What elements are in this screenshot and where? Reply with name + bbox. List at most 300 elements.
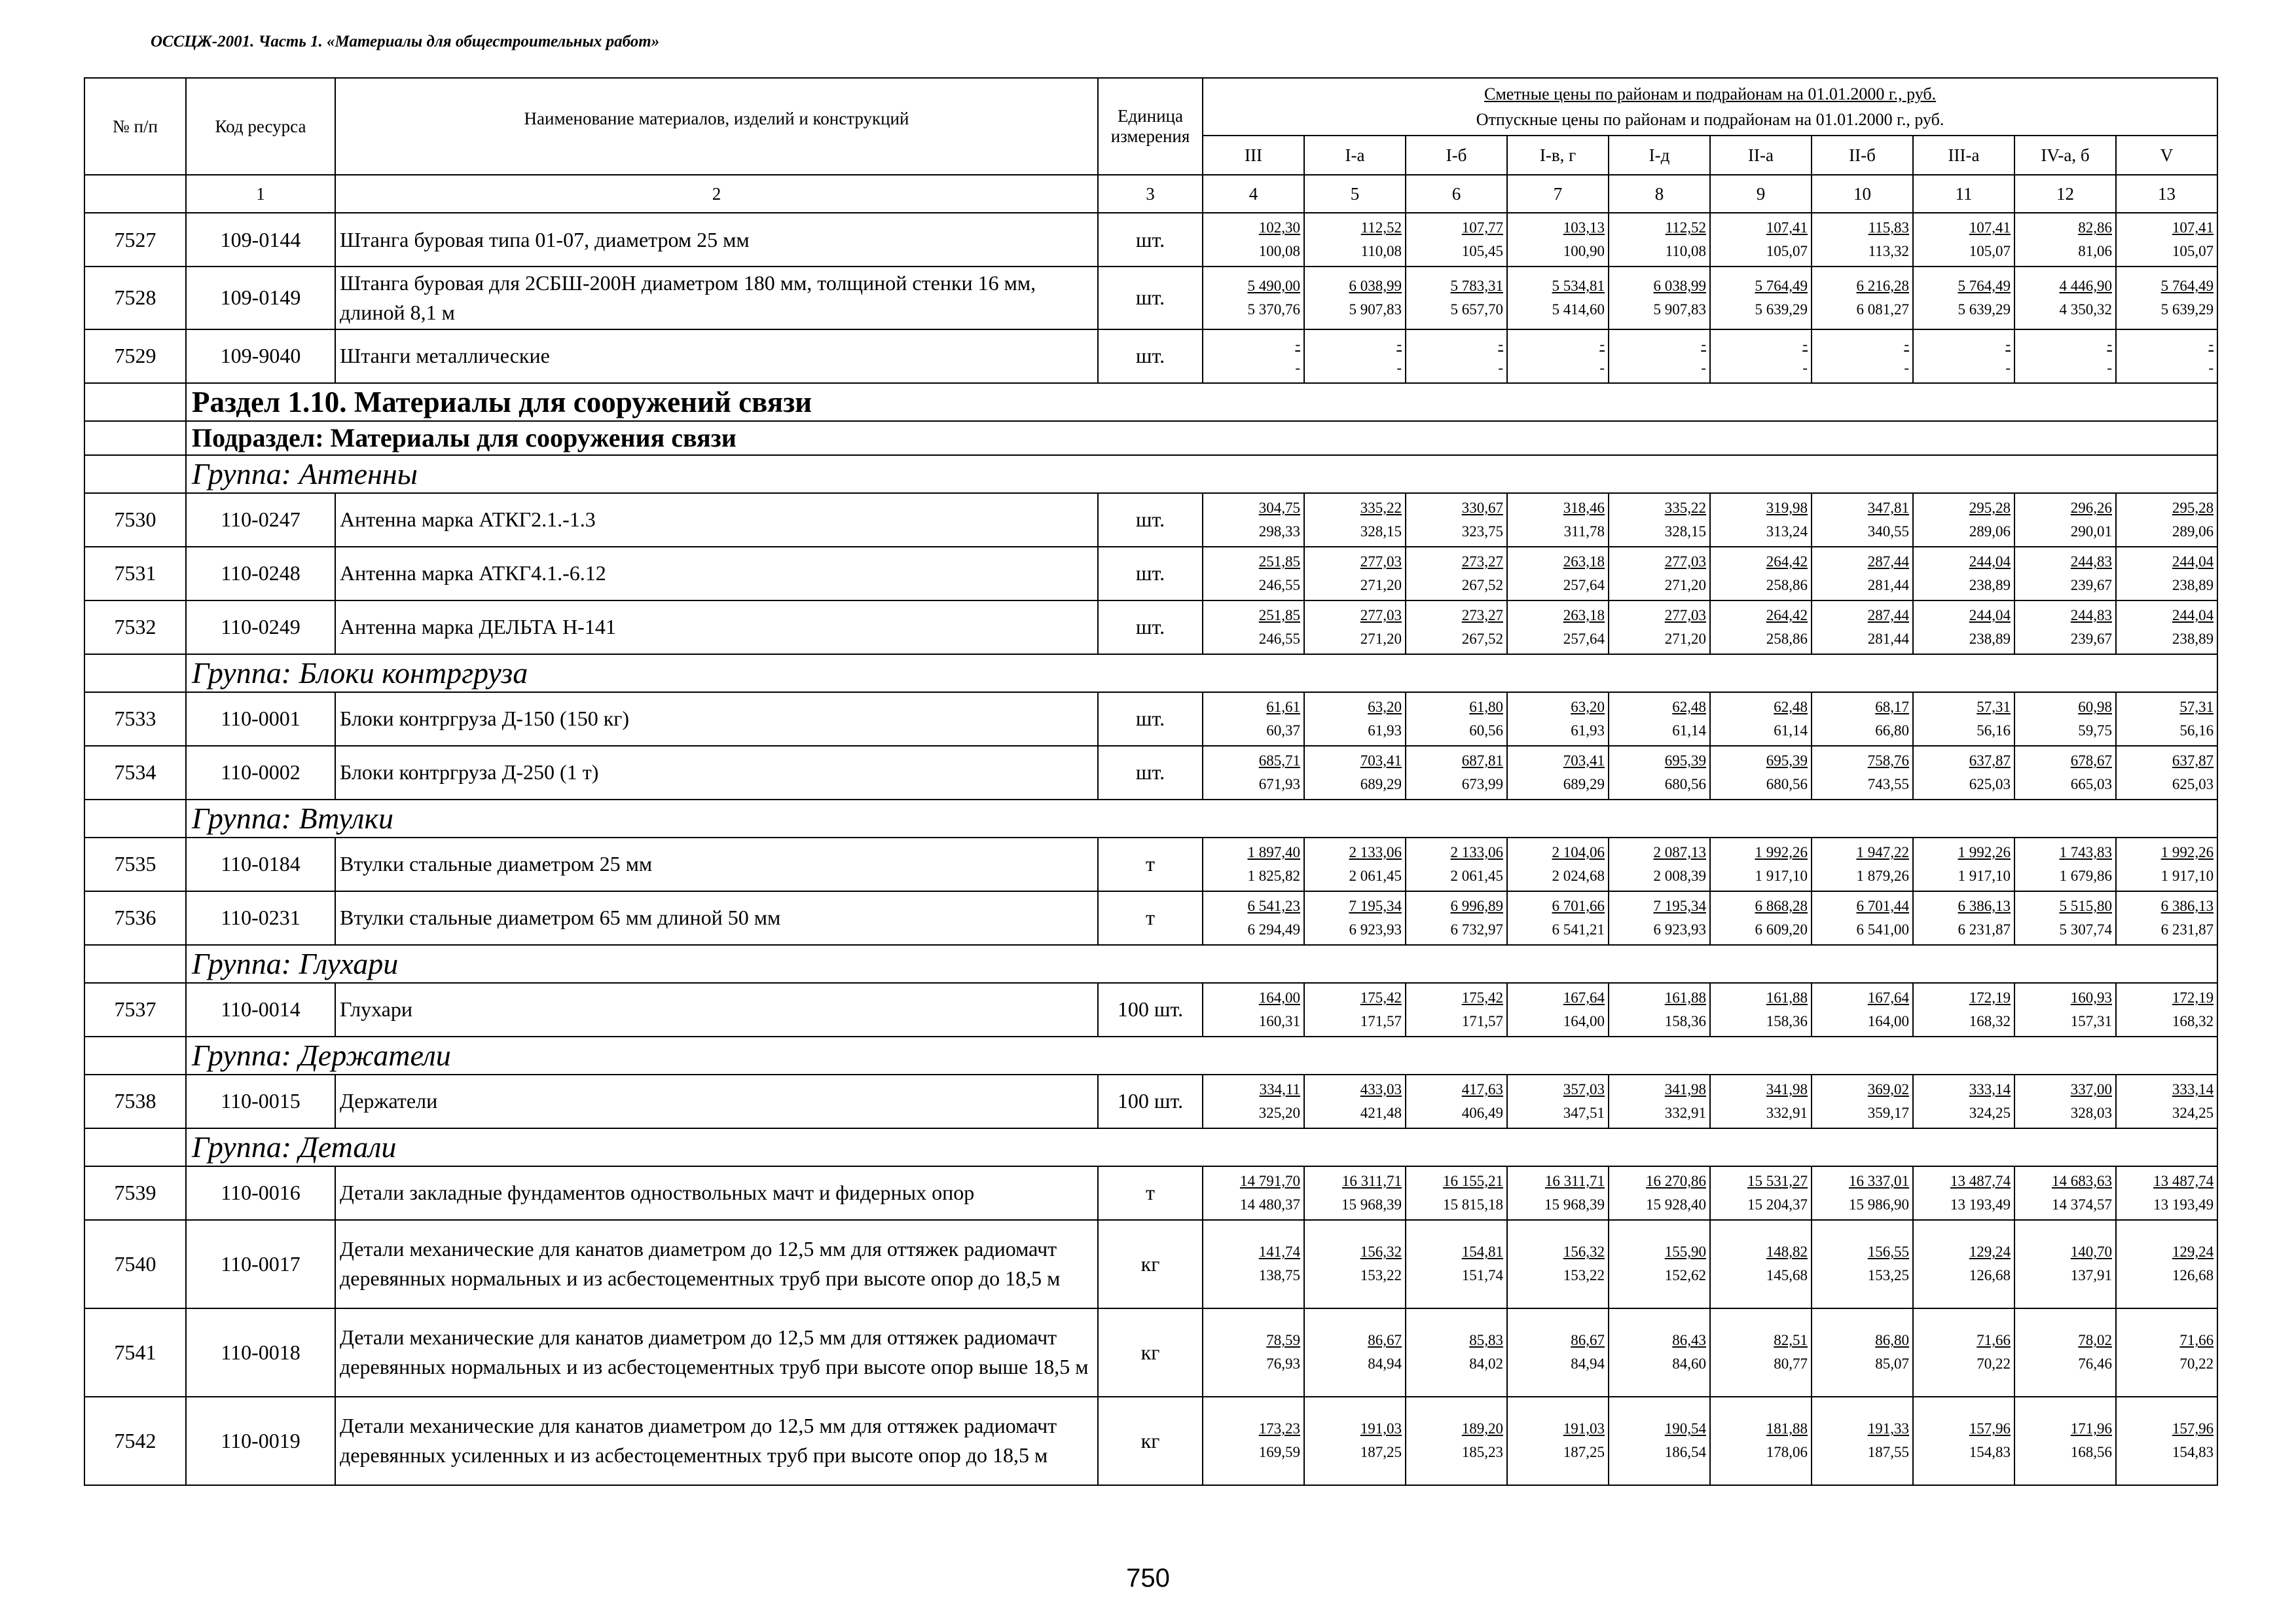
header-unit: Единица измерения [1098, 78, 1203, 175]
release-price: 66,80 [1875, 722, 1909, 739]
release-price: 1 917,10 [2160, 867, 2214, 884]
price-cell [2116, 983, 2217, 1037]
price-cell [1913, 600, 2014, 654]
section-row [84, 383, 2217, 421]
estimated-price: 264,42 [1766, 553, 1808, 570]
estimated-price: 161,88 [1664, 989, 1706, 1006]
price-cell [1710, 746, 1812, 800]
price-cell [2116, 493, 2217, 547]
estimated-price: 107,41 [2172, 219, 2214, 236]
estimated-price: 6 038,99 [1349, 278, 1402, 295]
release-price: 100,90 [1563, 243, 1605, 259]
column-number: 1 [186, 175, 335, 213]
table-row [84, 1220, 2217, 1308]
estimated-price: 86,43 [1672, 1332, 1706, 1349]
release-price: 168,32 [2172, 1012, 2214, 1029]
estimated-price: 277,03 [1664, 606, 1706, 623]
estimated-price: - [1701, 335, 1706, 352]
price-cell [1203, 1397, 1304, 1485]
estimated-price: 175,42 [1360, 989, 1402, 1006]
estimated-price: 155,90 [1664, 1244, 1706, 1261]
column-number: 5 [1304, 175, 1406, 213]
column-number: 2 [335, 175, 1098, 213]
estimated-price: 334,11 [1259, 1080, 1300, 1098]
document-header: ОССЦЖ-2001. Часть 1. «Материалы для общестроительных работ» [151, 33, 660, 50]
row-index: 7536 [84, 891, 186, 945]
release-price: 76,93 [1266, 1356, 1300, 1373]
release-price: 332,91 [1664, 1104, 1706, 1121]
header-prices [1203, 78, 2217, 136]
unit-of-measure: шт. [1098, 692, 1203, 746]
price-cell [2116, 329, 2217, 383]
release-price: 324,25 [2172, 1104, 2214, 1121]
blank-cell [84, 421, 186, 455]
price-cell [1710, 329, 1812, 383]
price-cell [1203, 838, 1304, 891]
release-price: 271,20 [1360, 576, 1402, 593]
price-cell [1203, 1166, 1304, 1220]
release-price: 328,15 [1360, 523, 1402, 540]
estimated-price: 2 133,06 [1450, 843, 1503, 860]
release-price: 5 414,60 [1552, 301, 1605, 318]
price-cell [1406, 891, 1507, 945]
table-row [84, 329, 2217, 383]
group-title: Группа: Втулки [186, 800, 2217, 838]
price-cell [2014, 329, 2116, 383]
estimated-price: 287,44 [1867, 606, 1909, 623]
estimated-price: 244,04 [2172, 553, 2214, 570]
price-cell [1304, 692, 1406, 746]
release-price: 1 679,86 [2059, 867, 2112, 884]
material-name: Блоки контргруза Д-250 (1 т) [335, 746, 1098, 800]
price-cell [1507, 1166, 1609, 1220]
release-price: - [1396, 359, 1402, 376]
row-index: 7529 [84, 329, 186, 383]
row-index: 7540 [84, 1220, 186, 1308]
release-price: 84,94 [1368, 1356, 1402, 1373]
material-name: Штанга буровая для 2СБШ-200Н диаметром 180 мм, толщиной стенки 16 мм, длиной 8,1 м [335, 267, 1098, 329]
release-price: 110,08 [1360, 243, 1402, 259]
estimated-price: 6 701,44 [1856, 897, 1909, 914]
price-cell [1710, 1075, 1812, 1128]
release-price: 153,22 [1563, 1267, 1605, 1284]
column-number: 4 [1203, 175, 1304, 213]
estimated-price: 191,03 [1563, 1420, 1605, 1437]
estimated-price: 78,02 [2078, 1332, 2112, 1349]
price-cell [1203, 1308, 1304, 1397]
group-row [84, 1037, 2217, 1075]
estimated-price: 78,59 [1266, 1332, 1300, 1349]
unit-of-measure: шт. [1098, 600, 1203, 654]
price-cell [1812, 1166, 1913, 1220]
table-row [84, 600, 2217, 654]
blank-cell [84, 383, 186, 421]
estimated-price: 1 992,26 [2160, 843, 2214, 860]
estimated-price: 5 764,49 [1958, 278, 2011, 295]
price-cell [1304, 983, 1406, 1037]
table-row [84, 547, 2217, 600]
price-cell [1406, 838, 1507, 891]
estimated-price: 333,14 [1969, 1080, 2011, 1098]
table-body [84, 213, 2217, 1485]
release-price: 238,89 [2172, 576, 2214, 593]
estimated-price: 6 216,28 [1856, 278, 1909, 295]
table-row [84, 983, 2217, 1037]
release-price: 313,24 [1766, 523, 1808, 540]
estimated-price: 16 337,01 [1849, 1172, 1909, 1189]
release-price: 328,03 [2070, 1104, 2112, 1121]
price-cell [1609, 600, 1710, 654]
release-price: 239,67 [2070, 630, 2112, 647]
release-price: 113,32 [1868, 243, 1909, 259]
estimated-price: 337,00 [2070, 1080, 2112, 1098]
price-cell [1406, 1397, 1507, 1485]
estimated-price: 107,77 [1461, 219, 1503, 236]
price-cell [1609, 692, 1710, 746]
price-table [84, 77, 2218, 1486]
estimated-price: 156,55 [1867, 1244, 1909, 1261]
release-price: 5 639,29 [1755, 301, 1808, 318]
estimated-price: 102,30 [1258, 219, 1300, 236]
price-cell [1406, 547, 1507, 600]
region-header: III-а [1913, 136, 2014, 175]
release-price: 178,06 [1766, 1444, 1808, 1461]
price-cell [1406, 746, 1507, 800]
release-price: 15 928,40 [1646, 1196, 1706, 1213]
estimated-price: 16 155,21 [1443, 1172, 1503, 1189]
column-number: 11 [1913, 175, 2014, 213]
price-cell [2014, 547, 2116, 600]
table-row [84, 213, 2217, 267]
release-price: 6 609,20 [1755, 921, 1808, 938]
release-price: 169,59 [1258, 1444, 1300, 1461]
estimated-price: 16 270,86 [1646, 1172, 1706, 1189]
row-index: 7542 [84, 1397, 186, 1485]
region-header: V [2116, 136, 2217, 175]
release-price: 281,44 [1867, 630, 1909, 647]
price-cell [2014, 1397, 2116, 1485]
release-price: 80,77 [1774, 1356, 1808, 1373]
release-price: 6 541,00 [1856, 921, 1909, 938]
subsection-title: Подраздел: Материалы для сооружения связи [186, 421, 2217, 455]
release-price: 185,23 [1461, 1444, 1503, 1461]
release-price: 81,06 [2078, 243, 2112, 259]
price-cell [1304, 493, 1406, 547]
estimated-price: 86,67 [1368, 1332, 1402, 1349]
row-index: 7532 [84, 600, 186, 654]
release-price: - [2107, 359, 2112, 376]
estimated-price: 6 386,13 [1958, 897, 2011, 914]
estimated-price: 13 487,74 [2153, 1172, 2214, 1189]
release-price: 4 350,32 [2059, 301, 2112, 318]
price-cell [1913, 267, 2014, 329]
price-cell [1609, 1075, 1710, 1128]
price-cell [2014, 213, 2116, 267]
price-cell [1609, 267, 1710, 329]
price-cell [2116, 1220, 2217, 1308]
estimated-price: 295,28 [1969, 499, 2011, 516]
estimated-price: 191,03 [1360, 1420, 1402, 1437]
estimated-price: 5 764,49 [2160, 278, 2214, 295]
estimated-price: 251,85 [1258, 606, 1300, 623]
price-cell [1304, 600, 1406, 654]
release-price: 110,08 [1665, 243, 1706, 259]
price-cell [1609, 891, 1710, 945]
estimated-price: 181,88 [1766, 1420, 1808, 1437]
column-number: 6 [1406, 175, 1507, 213]
price-cell [2116, 891, 2217, 945]
row-index: 7535 [84, 838, 186, 891]
estimated-price: 6 996,89 [1450, 897, 1503, 914]
release-price: 187,25 [1360, 1444, 1402, 1461]
price-cell [1203, 547, 1304, 600]
release-price: 311,78 [1563, 523, 1605, 540]
unit-of-measure: т [1098, 1166, 1203, 1220]
row-index: 7530 [84, 493, 186, 547]
estimated-price: - [1599, 335, 1605, 352]
price-cell [2116, 1166, 2217, 1220]
table-row [84, 267, 2217, 329]
group-row [84, 1128, 2217, 1166]
release-price: 1 879,26 [1856, 867, 1909, 884]
price-cell [1203, 746, 1304, 800]
release-price: 154,83 [1969, 1444, 2011, 1461]
price-cell [1609, 746, 1710, 800]
header-prices-release: Отпускные цены по районам и подрайонам на 01.01.2000 г., руб. [1476, 110, 1944, 129]
release-price: 290,01 [2070, 523, 2112, 540]
table-row [84, 1075, 2217, 1128]
table-row [84, 692, 2217, 746]
price-cell [1406, 493, 1507, 547]
release-price: - [1599, 359, 1605, 376]
estimated-price: 172,19 [1969, 989, 2011, 1006]
row-index: 7537 [84, 983, 186, 1037]
price-cell [1406, 983, 1507, 1037]
row-index: 7538 [84, 1075, 186, 1128]
estimated-price: 141,74 [1258, 1244, 1300, 1261]
release-price: 421,48 [1360, 1104, 1402, 1121]
estimated-price: 62,48 [1774, 698, 1808, 715]
price-cell [1913, 983, 2014, 1037]
release-price: 625,03 [2172, 775, 2214, 792]
release-price: 168,32 [1969, 1012, 2011, 1029]
estimated-price: 7 195,34 [1653, 897, 1706, 914]
material-name: Втулки стальные диаметром 65 мм длиной 50 мм [335, 891, 1098, 945]
estimated-price: 1 992,26 [1958, 843, 2011, 860]
release-price: - [1802, 359, 1808, 376]
release-price: 625,03 [1969, 775, 2011, 792]
price-cell [2116, 746, 2217, 800]
material-name: Детали механические для канатов диаметром до 12,5 мм для оттяжек радиомачт деревянных нормальных и из асбестоцементных труб при высоте опор до 18,5 м [335, 1220, 1098, 1308]
release-price: 13 193,49 [1950, 1196, 2011, 1213]
release-price: 6 294,49 [1247, 921, 1300, 938]
price-cell [1304, 547, 1406, 600]
resource-code: 109-9040 [186, 329, 335, 383]
table-row [84, 493, 2217, 547]
estimated-price: 115,83 [1868, 219, 1909, 236]
blank-cell [84, 800, 186, 838]
estimated-price: 369,02 [1867, 1080, 1909, 1098]
release-price: 154,83 [2172, 1444, 2214, 1461]
header-prices-estimated: Сметные цены по районам и подрайонам на 01.01.2000 г., руб. [1484, 84, 1937, 103]
price-cell [1203, 213, 1304, 267]
release-price: 14 480,37 [1240, 1196, 1300, 1213]
price-cell [1913, 692, 2014, 746]
resource-code: 110-0016 [186, 1166, 335, 1220]
estimated-price: 304,75 [1258, 499, 1300, 516]
release-price: 126,68 [1969, 1267, 2011, 1284]
blank-cell [84, 1128, 186, 1166]
release-price: 258,86 [1766, 576, 1808, 593]
estimated-price: 341,98 [1664, 1080, 1706, 1098]
resource-code: 110-0017 [186, 1220, 335, 1308]
release-price: 5 907,83 [1349, 301, 1402, 318]
estimated-price: 2 133,06 [1349, 843, 1402, 860]
material-name: Втулки стальные диаметром 25 мм [335, 838, 1098, 891]
release-price: 15 968,39 [1341, 1196, 1402, 1213]
release-price: 2 024,68 [1552, 867, 1605, 884]
material-name: Детали механические для канатов диаметром до 12,5 мм для оттяжек радиомачт деревянных нормальных и из асбестоцементных труб при высоте опор выше 18,5 м [335, 1308, 1098, 1397]
estimated-price: 1 743,83 [2059, 843, 2112, 860]
price-cell [1812, 547, 1913, 600]
estimated-price: 189,20 [1461, 1420, 1503, 1437]
price-cell [1507, 1308, 1609, 1397]
material-name: Штанги металлические [335, 329, 1098, 383]
price-cell [1913, 746, 2014, 800]
resource-code: 110-0019 [186, 1397, 335, 1485]
group-title: Группа: Детали [186, 1128, 2217, 1166]
estimated-price: - [1904, 335, 1909, 352]
price-cell [1812, 983, 1913, 1037]
row-index: 7539 [84, 1166, 186, 1220]
release-price: 157,31 [2070, 1012, 2112, 1029]
release-price: 298,33 [1258, 523, 1300, 540]
price-cell [1507, 891, 1609, 945]
price-cell [1507, 213, 1609, 267]
release-price: 168,56 [2070, 1444, 2112, 1461]
release-price: - [1295, 359, 1300, 376]
region-header: I-а [1304, 136, 1406, 175]
release-price: 743,55 [1867, 775, 1909, 792]
page-number: 750 [1126, 1564, 1170, 1593]
price-cell [2116, 267, 2217, 329]
estimated-price: - [2107, 335, 2112, 352]
resource-code: 110-0014 [186, 983, 335, 1037]
group-title: Группа: Держатели [186, 1037, 2217, 1075]
estimated-price: 287,44 [1867, 553, 1909, 570]
estimated-price: 330,67 [1461, 499, 1503, 516]
release-price: 56,16 [2179, 722, 2214, 739]
estimated-price: 263,18 [1563, 553, 1605, 570]
material-name: Блоки контргруза Д-150 (150 кг) [335, 692, 1098, 746]
price-cell [1507, 600, 1609, 654]
estimated-price: 86,67 [1571, 1332, 1605, 1349]
unit-of-measure: шт. [1098, 213, 1203, 267]
estimated-price: 703,41 [1360, 752, 1402, 769]
price-cell [2116, 1308, 2217, 1397]
price-cell [1406, 600, 1507, 654]
estimated-price: 5 534,81 [1552, 278, 1605, 295]
price-cell [1710, 1220, 1812, 1308]
estimated-price: 63,20 [1368, 698, 1402, 715]
resource-code: 110-0231 [186, 891, 335, 945]
estimated-price: 277,03 [1360, 606, 1402, 623]
price-cell [1609, 1220, 1710, 1308]
price-cell [1710, 692, 1812, 746]
estimated-price: 161,88 [1766, 989, 1808, 1006]
estimated-price: 167,64 [1563, 989, 1605, 1006]
release-price: 5 639,29 [2160, 301, 2214, 318]
row-index: 7534 [84, 746, 186, 800]
release-price: 164,00 [1563, 1012, 1605, 1029]
material-name: Детали закладные фундаментов одноствольных мачт и фидерных опор [335, 1166, 1098, 1220]
estimated-price: 333,14 [2172, 1080, 2214, 1098]
column-number-row [84, 175, 2217, 213]
price-cell [1710, 267, 1812, 329]
release-price: 105,07 [1766, 243, 1808, 259]
resource-code: 110-0001 [186, 692, 335, 746]
price-cell [1507, 1397, 1609, 1485]
price-cell [1913, 547, 2014, 600]
release-price: 267,52 [1461, 630, 1503, 647]
estimated-price: 157,96 [2172, 1420, 2214, 1437]
price-cell [1203, 1220, 1304, 1308]
estimated-price: 244,04 [2172, 606, 2214, 623]
group-row [84, 654, 2217, 692]
price-cell [1913, 1166, 2014, 1220]
price-cell [1812, 1397, 1913, 1485]
estimated-price: 82,51 [1774, 1332, 1808, 1349]
estimated-price: 85,83 [1469, 1332, 1503, 1349]
price-cell [1609, 1166, 1710, 1220]
price-cell [1710, 1308, 1812, 1397]
estimated-price: 347,81 [1867, 499, 1909, 516]
price-cell [1609, 838, 1710, 891]
resource-code: 110-0018 [186, 1308, 335, 1397]
release-price: 145,68 [1766, 1267, 1808, 1284]
blank-cell [84, 945, 186, 983]
release-price: 267,52 [1461, 576, 1503, 593]
estimated-price: 319,98 [1766, 499, 1808, 516]
release-price: 160,31 [1258, 1012, 1300, 1029]
region-header: I-б [1406, 136, 1507, 175]
estimated-price: 244,04 [1969, 606, 2011, 623]
price-cell [2116, 547, 2217, 600]
release-price: 406,49 [1461, 1104, 1503, 1121]
estimated-price: 171,96 [2070, 1420, 2112, 1437]
estimated-price: 244,04 [1969, 553, 2011, 570]
column-number [84, 175, 186, 213]
estimated-price: 6 386,13 [2160, 897, 2214, 914]
unit-of-measure: шт. [1098, 547, 1203, 600]
price-cell [1913, 213, 2014, 267]
release-price: 171,57 [1461, 1012, 1503, 1029]
column-number: 12 [2014, 175, 2116, 213]
price-cell [1812, 267, 1913, 329]
price-cell [1609, 493, 1710, 547]
price-cell [1710, 547, 1812, 600]
price-cell [1406, 329, 1507, 383]
estimated-price: 71,66 [1977, 1332, 2011, 1349]
resource-code: 110-0015 [186, 1075, 335, 1128]
release-price: 76,46 [2078, 1356, 2112, 1373]
price-cell [2014, 1075, 2116, 1128]
release-price: 673,99 [1461, 775, 1503, 792]
release-price: 6 081,27 [1856, 301, 1909, 318]
group-row [84, 800, 2217, 838]
estimated-price: 156,32 [1360, 1244, 1402, 1261]
estimated-price: 57,31 [1977, 698, 2011, 715]
